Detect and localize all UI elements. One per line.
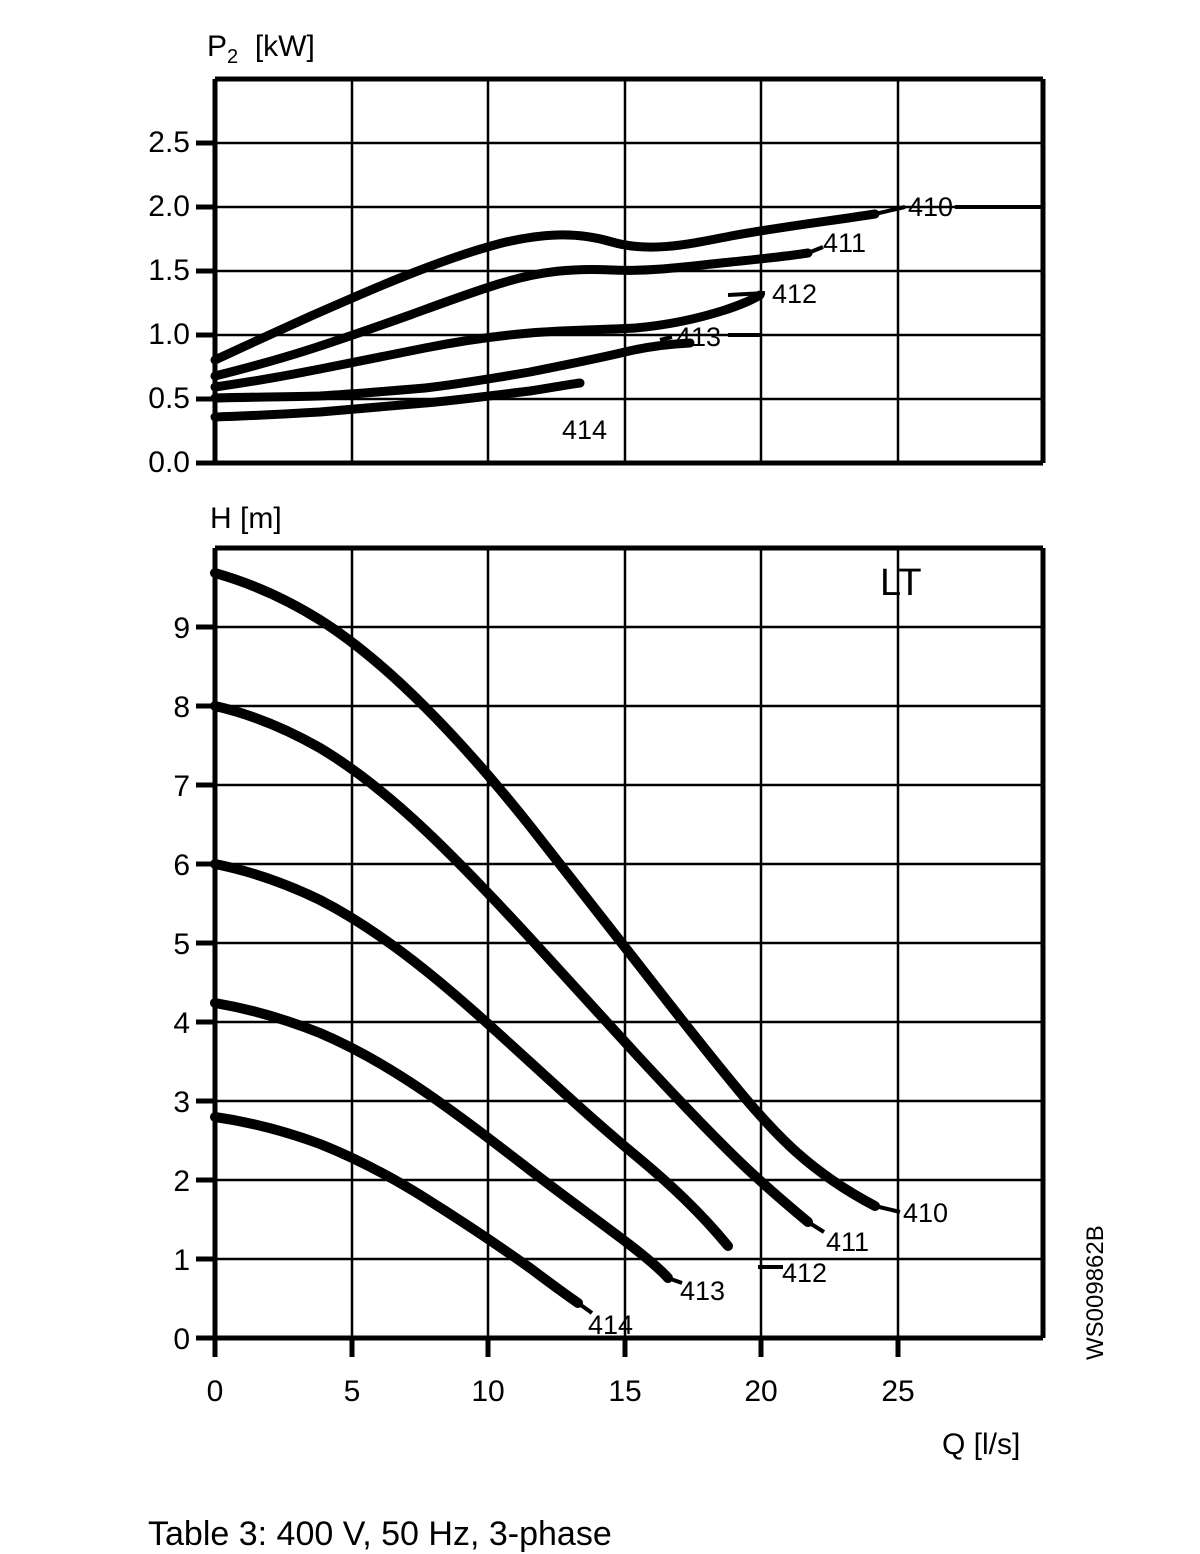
head-xtick-25: 25 xyxy=(881,1375,915,1408)
head-curve-411 xyxy=(215,706,808,1222)
head-curve-label-411: 411 xyxy=(826,1227,870,1257)
head-ytick-5: 5 xyxy=(173,928,190,961)
head-curve-410 xyxy=(215,573,875,1206)
head-curve-412 xyxy=(215,864,728,1246)
head-curve-label-412: 412 xyxy=(782,1258,828,1288)
power-axis-label-unit: [kW] xyxy=(254,30,315,63)
head-xtick-0: 0 xyxy=(206,1375,224,1408)
head-ytick-7: 7 xyxy=(173,770,190,803)
head-axis-title: H [m] xyxy=(210,502,282,535)
figure-code: WS009862B xyxy=(1082,1225,1109,1360)
head-ytick-4: 4 xyxy=(173,1007,190,1040)
series-family-label: LT xyxy=(880,562,922,604)
head-ytick-marks xyxy=(196,627,215,1338)
head-ytick-9: 9 xyxy=(173,612,190,645)
head-xtick-5: 5 xyxy=(343,1375,361,1408)
power-ytick-0.0: 0.0 xyxy=(148,446,190,479)
power-curve-label-412: 412 xyxy=(772,279,818,309)
head-curve-label-413: 413 xyxy=(680,1276,726,1306)
head-ytick-2: 2 xyxy=(173,1165,190,1198)
head-xtick-10: 10 xyxy=(471,1375,505,1408)
power-ytick-2.0: 2.0 xyxy=(148,190,190,223)
power-curve-label-414: 414 xyxy=(562,415,608,445)
head-curve-label-410: 410 xyxy=(903,1198,949,1228)
head-xaxis-title: Q [l/s] xyxy=(942,1428,1021,1461)
power-ytick-2.5: 2.5 xyxy=(148,126,190,159)
head-xtick-marks xyxy=(215,1338,898,1357)
head-curve-413 xyxy=(215,1003,668,1278)
head-ytick-1: 1 xyxy=(173,1244,190,1277)
power-curve-413 xyxy=(215,343,690,398)
power-ytick-1.0: 1.0 xyxy=(148,318,190,351)
power-curve-label-410: 410 xyxy=(908,192,954,222)
head-ytick-8: 8 xyxy=(173,691,190,724)
power-axis-label-main: P xyxy=(207,30,228,63)
power-curve-410 xyxy=(215,214,875,360)
head-xtick-15: 15 xyxy=(608,1375,642,1408)
head-xtick-20: 20 xyxy=(744,1375,778,1408)
power-curve-label-413: 413 xyxy=(676,322,722,352)
power-curve-label-411: 411 xyxy=(823,228,867,258)
power-axis-label-sub: 2 xyxy=(227,46,239,68)
head-curve-label-414: 414 xyxy=(588,1310,634,1340)
head-grid xyxy=(215,548,1043,1338)
head-ytick-6: 6 xyxy=(173,849,190,882)
table-caption: Table 3: 400 V, 50 Hz, 3-phase xyxy=(148,1515,612,1553)
power-leader-lines xyxy=(660,207,1043,340)
head-curve-414 xyxy=(215,1117,578,1303)
head-ytick-3: 3 xyxy=(173,1086,190,1119)
power-ytick-1.5: 1.5 xyxy=(148,254,190,287)
power-ytick-0.5: 0.5 xyxy=(148,382,190,415)
head-ytick-0: 0 xyxy=(173,1323,190,1356)
